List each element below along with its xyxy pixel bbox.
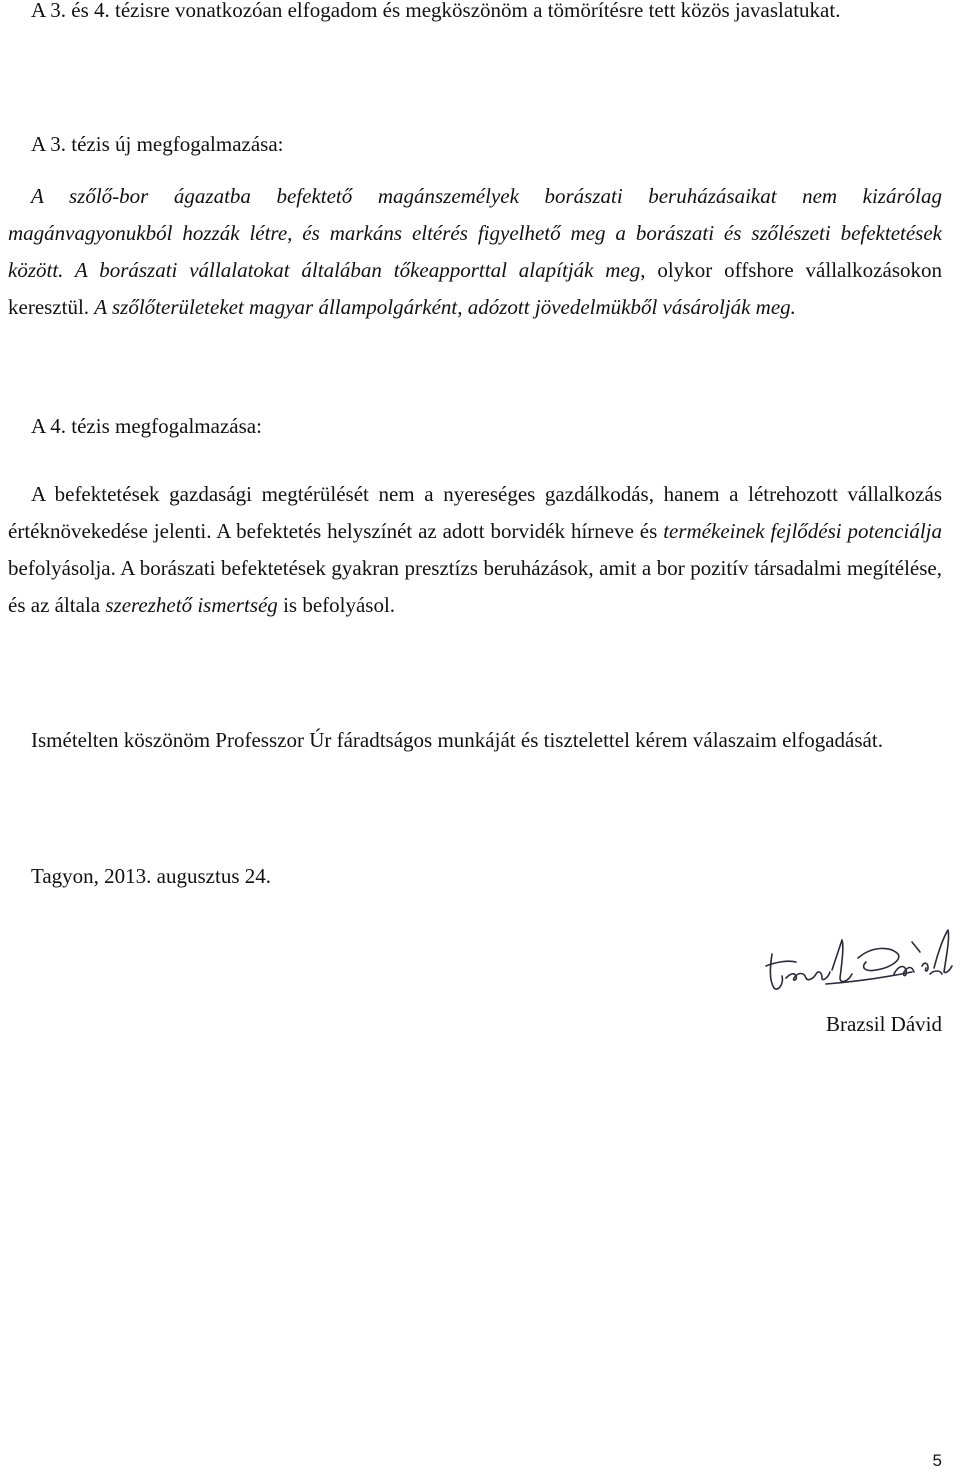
thesis-4-plain-1: A befektetések gazdasági megtérülését nem a nyereséges gazdálkodás, hanem a létrehozott vállalkozás értéknövekedése jelenti. A befektetés helyszínét az adott borvidék hírneve és — [8, 482, 942, 543]
thesis-3-paragraph — [8, 178, 942, 326]
thesis-3-plain-1: , olykor offshore vállalkozásokon keresztül. — [8, 258, 943, 319]
thesis-4-heading: A 4. tézis megfogalmazása: — [31, 414, 262, 438]
page-number: 5 — [932, 1451, 942, 1470]
thesis-4-plain-3: is befolyásol. — [277, 593, 396, 617]
thesis-4-italic-1: termékeinek fejlődési potenciálja — [663, 519, 942, 543]
intro-paragraph: A 3. és 4. tézisre vonatkozóan elfogadom és megköszönöm a tömörítésre tett közös javaslatukat. — [31, 0, 841, 22]
thesis-3-italic-2: A szőlőterületeket magyar állampolgárként, adózott jövedelmükből vásárolják meg. — [94, 295, 796, 319]
thesis-4-italic-2: szerezhető ismertség — [105, 593, 278, 617]
thesis-4-plain-2: befolyásolja. A borászati befektetések gyakran presztízs beruházások, amit a bor pozitív társadalmi megítélése, és az általa — [8, 556, 942, 617]
signature-name: Brazsil Dávid — [825, 1012, 942, 1036]
thesis-3-heading: A 3. tézis új megfogalmazása: — [31, 132, 284, 156]
date-line: Tagyon, 2013. augusztus 24. — [31, 864, 272, 888]
closing-paragraph: Ismételten köszönöm Professzor Úr fáradtságos munkáját és tisztelettel kérem válaszaim elfogadását. — [31, 728, 883, 752]
thesis-3-italic-1: A szőlő-bor ágazatba befektető magánszemélyek borászati beruházásaikat nem kizárólag magánvagyonukból hozzák létre, és markáns eltérés figyelhető meg a borászati és szőlészeti befektetések között. A borászati vállalatokat általában tőkeapporttal alapítják meg — [8, 184, 942, 282]
handwritten-signature — [762, 922, 958, 1002]
thesis-4-paragraph — [8, 476, 942, 624]
